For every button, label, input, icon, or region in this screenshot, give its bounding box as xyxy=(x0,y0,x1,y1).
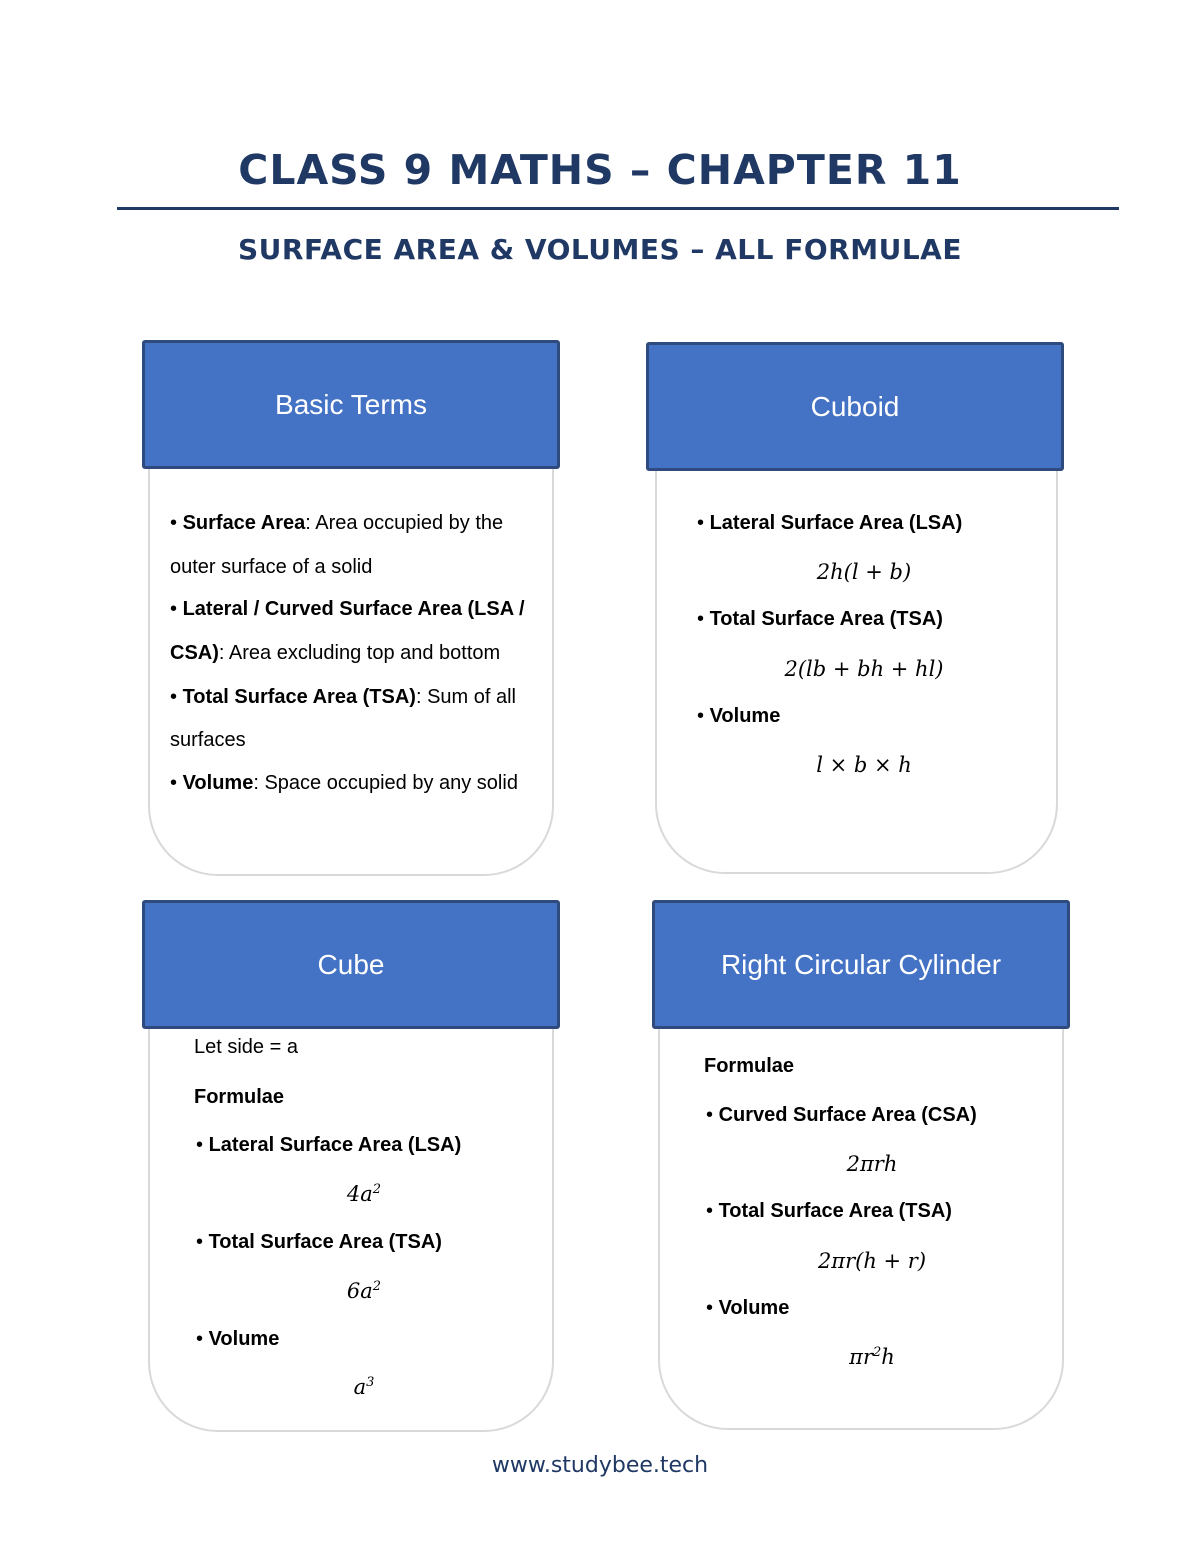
formula: l × b × h xyxy=(816,753,912,777)
list-item: • Total Surface Area (TSA) xyxy=(196,1231,442,1253)
list-item: • Lateral / Curved Surface Area (LSA / xyxy=(170,598,525,620)
list-item: • Volume xyxy=(706,1297,790,1319)
page-title: CLASS 9 MATHS – CHAPTER 11 xyxy=(238,146,962,194)
card-title: Cuboid xyxy=(810,390,900,422)
card-header xyxy=(142,900,560,1029)
formula: $a^3$ xyxy=(353,1375,375,1399)
list-item: • Curved Surface Area (CSA) xyxy=(706,1104,977,1126)
card-header xyxy=(646,342,1064,471)
list-item: • Surface Area: Area occupied by the xyxy=(170,512,504,534)
formula: $\pi r^2h$ xyxy=(849,1345,895,1369)
formula: 2(lb + bh + hl) xyxy=(784,657,944,681)
list-item-cont: surfaces xyxy=(170,729,246,751)
list-item: • Total Surface Area (TSA) xyxy=(706,1200,952,1222)
card-header xyxy=(652,900,1070,1029)
list-item: • Total Surface Area (TSA): Sum of all xyxy=(170,686,516,708)
card-title: Cube xyxy=(317,948,385,980)
formula: $6a^2$ xyxy=(346,1279,382,1303)
formula: $4a^2$ xyxy=(346,1182,382,1206)
list-item: • Volume xyxy=(697,705,781,727)
card-header xyxy=(142,340,560,469)
list-item: • Volume xyxy=(196,1328,280,1350)
formula: 2h(l + b) xyxy=(816,560,912,584)
formula: 2πr(h + r) xyxy=(817,1249,927,1273)
section-heading: Formulae xyxy=(194,1086,285,1108)
card-body xyxy=(148,1000,554,1432)
card-title: Basic Terms xyxy=(275,388,427,420)
list-item: • Lateral Surface Area (LSA) xyxy=(196,1134,462,1156)
intro-text: Let side = a xyxy=(194,1036,298,1058)
section-heading: Formulae xyxy=(704,1055,795,1077)
list-item-cont: outer surface of a solid xyxy=(170,556,373,578)
formula: 2πrh xyxy=(846,1152,898,1176)
list-item: • Total Surface Area (TSA) xyxy=(697,608,943,630)
title-rule xyxy=(117,207,1119,210)
footer-link[interactable]: www.studybee.tech xyxy=(491,1453,709,1478)
list-item-cont: CSA): Area excluding top and bottom xyxy=(170,642,501,664)
card-title: Right Circular Cylinder xyxy=(720,948,1002,980)
list-item: • Volume: Space occupied by any solid xyxy=(170,772,518,794)
page-subtitle: SURFACE AREA & VOLUMES – ALL FORMULAE xyxy=(238,233,962,266)
list-item: • Lateral Surface Area (LSA) xyxy=(697,512,963,534)
